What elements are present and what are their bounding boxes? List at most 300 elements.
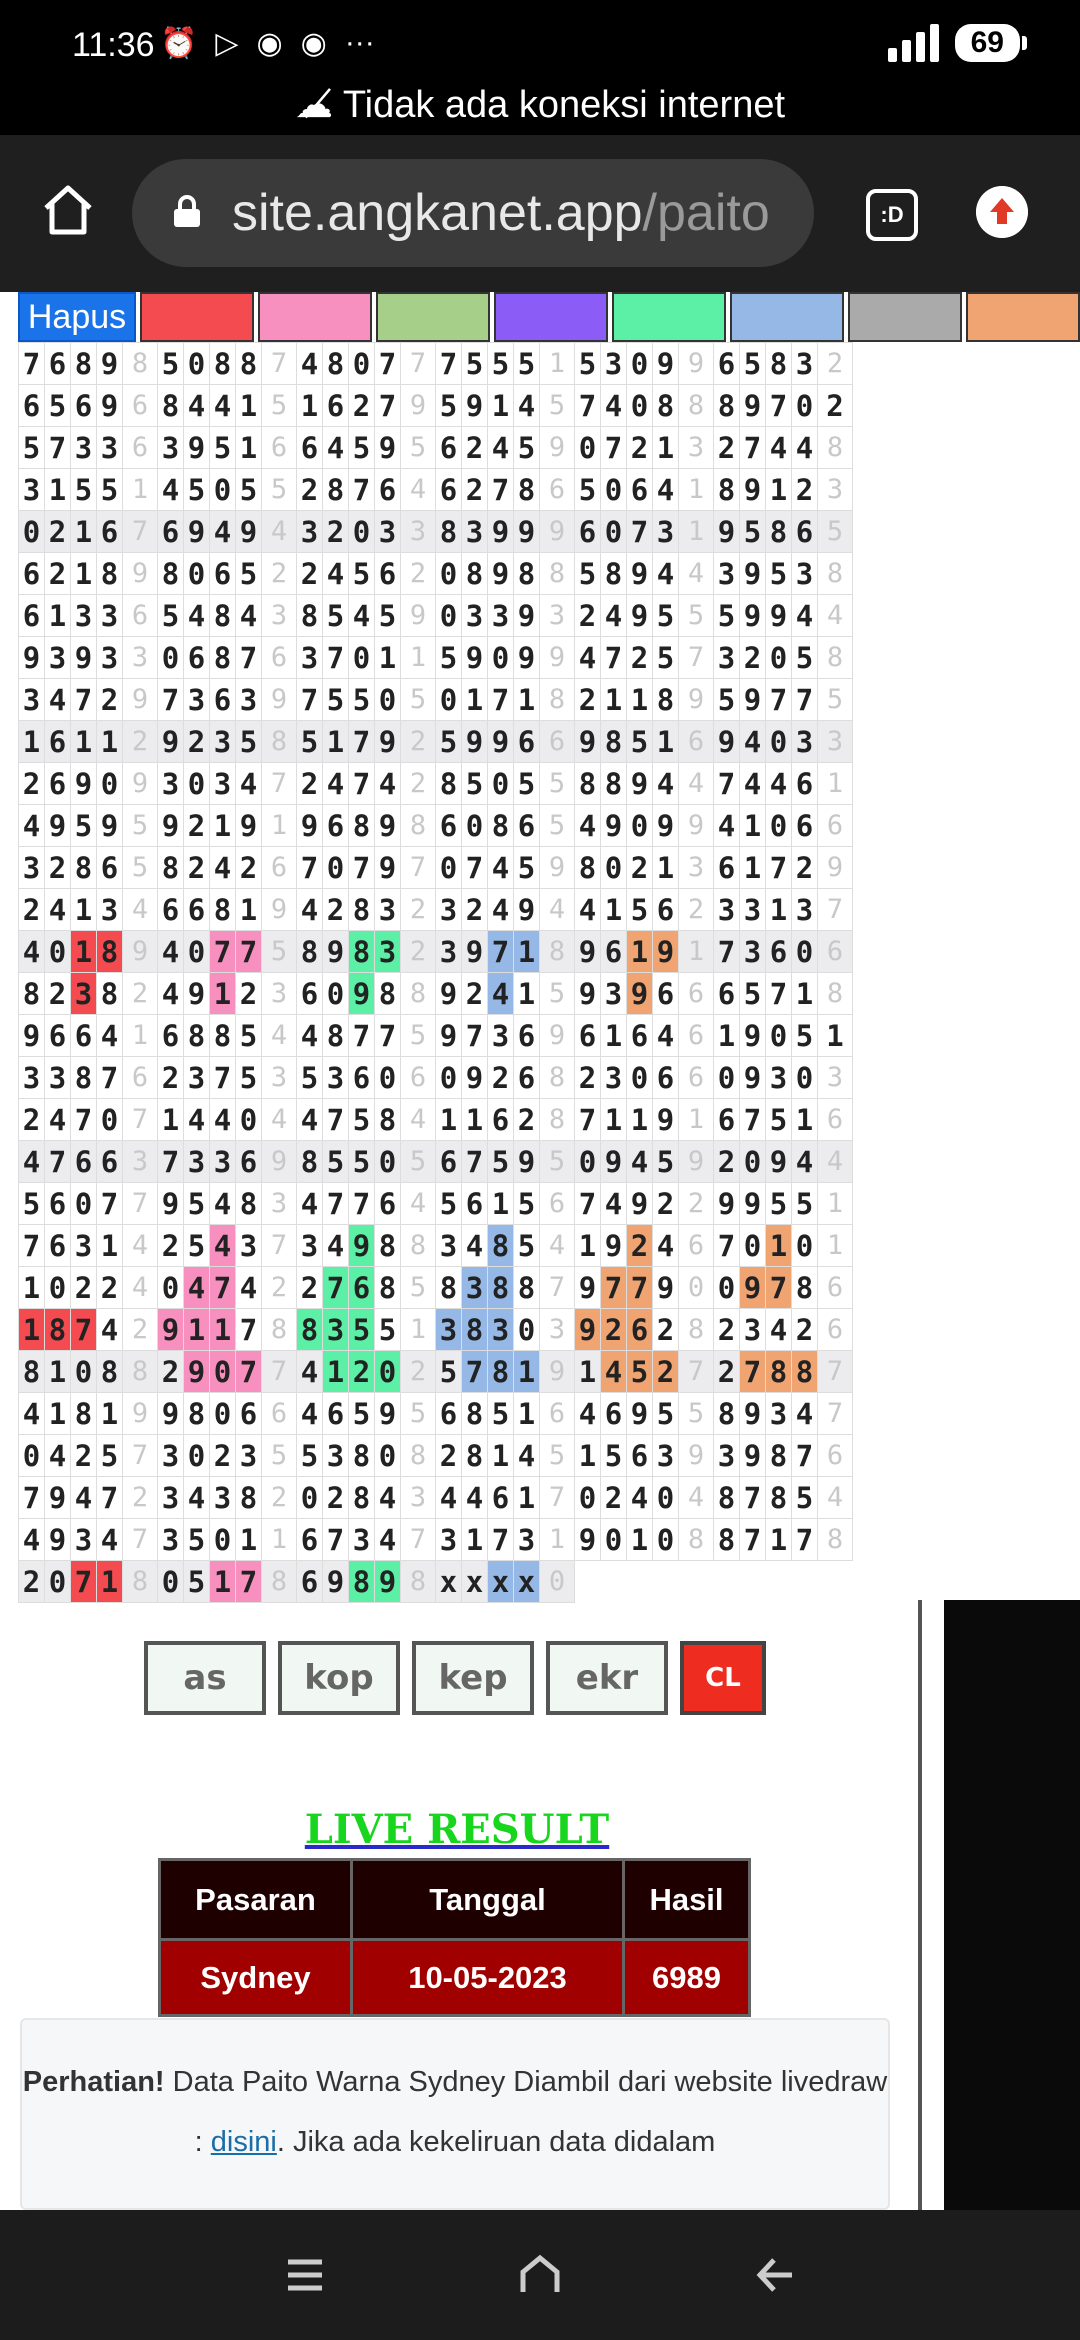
paito-digit[interactable]: 2 bbox=[627, 847, 653, 889]
paito-digit[interactable]: 6 bbox=[653, 1057, 679, 1099]
paito-digit[interactable]: 7 bbox=[792, 679, 818, 721]
paito-digit[interactable]: 2 bbox=[349, 385, 375, 427]
kep-button[interactable]: kep bbox=[412, 1641, 534, 1715]
paito-digit[interactable]: 7 bbox=[45, 427, 71, 469]
paito-digit[interactable]: 8 bbox=[349, 1435, 375, 1477]
paito-digit[interactable]: 5 bbox=[323, 1141, 349, 1183]
paito-digit[interactable]: 8 bbox=[714, 469, 740, 511]
paito-digit[interactable]: 5 bbox=[792, 1183, 818, 1225]
paito-digit[interactable]: 8 bbox=[766, 1351, 792, 1393]
paito-digit[interactable]: 7 bbox=[488, 469, 514, 511]
paito-digit[interactable]: 3 bbox=[297, 511, 323, 553]
paito-digit[interactable]: 1 bbox=[714, 1015, 740, 1057]
paito-digit[interactable]: 9 bbox=[71, 637, 97, 679]
paito-digit[interactable]: 8 bbox=[462, 1309, 488, 1351]
paito-digit[interactable]: 6 bbox=[462, 1183, 488, 1225]
paito-digit[interactable]: 8 bbox=[158, 385, 184, 427]
paito-digit[interactable]: 7 bbox=[323, 1267, 349, 1309]
paito-digit[interactable]: 0 bbox=[375, 1057, 401, 1099]
paito-digit[interactable]: 7 bbox=[297, 679, 323, 721]
paito-digit[interactable]: 5 bbox=[97, 469, 123, 511]
paito-digit[interactable]: 6 bbox=[575, 511, 601, 553]
paito-digit[interactable]: 4 bbox=[575, 805, 601, 847]
paito-digit[interactable]: 8 bbox=[184, 1015, 210, 1057]
paito-digit[interactable]: 4 bbox=[653, 763, 679, 805]
paito-digit[interactable]: 0 bbox=[575, 1141, 601, 1183]
paito-digit[interactable]: 4 bbox=[575, 1393, 601, 1435]
paito-digit[interactable]: 5 bbox=[184, 1561, 210, 1603]
paito-digit[interactable]: 0 bbox=[653, 1519, 679, 1561]
paito-digit[interactable]: 4 bbox=[158, 973, 184, 1015]
paito-digit[interactable]: 1 bbox=[627, 931, 653, 973]
paito-digit[interactable]: 7 bbox=[488, 1519, 514, 1561]
paito-digit[interactable]: 1 bbox=[71, 553, 97, 595]
paito-digit[interactable]: 6 bbox=[297, 1519, 323, 1561]
paito-digit[interactable]: 7 bbox=[19, 1477, 45, 1519]
paito-digit[interactable]: 3 bbox=[158, 763, 184, 805]
paito-digit[interactable]: 3 bbox=[653, 1435, 679, 1477]
paito-digit[interactable]: 5 bbox=[349, 1393, 375, 1435]
paito-digit[interactable]: 5 bbox=[436, 1351, 462, 1393]
paito-digit[interactable]: 1 bbox=[45, 469, 71, 511]
paito-digit[interactable]: 4 bbox=[297, 1099, 323, 1141]
paito-digit[interactable]: 5 bbox=[349, 553, 375, 595]
paito-digit[interactable]: 9 bbox=[766, 1141, 792, 1183]
paito-digit[interactable]: 0 bbox=[97, 1099, 123, 1141]
paito-digit[interactable]: 5 bbox=[158, 343, 184, 385]
paito-digit[interactable]: 1 bbox=[210, 1561, 236, 1603]
paito-digit[interactable]: 0 bbox=[184, 763, 210, 805]
paito-digit[interactable]: 8 bbox=[462, 553, 488, 595]
paito-digit[interactable]: 5 bbox=[97, 1435, 123, 1477]
paito-digit[interactable]: 0 bbox=[19, 1435, 45, 1477]
paito-digit[interactable]: 6 bbox=[375, 1183, 401, 1225]
paito-digit[interactable]: 4 bbox=[45, 889, 71, 931]
paito-digit[interactable]: 4 bbox=[184, 385, 210, 427]
paito-digit[interactable]: 3 bbox=[766, 1393, 792, 1435]
paito-digit[interactable]: 1 bbox=[514, 931, 540, 973]
paito-digit[interactable]: 0 bbox=[158, 637, 184, 679]
paito-digit[interactable]: 9 bbox=[45, 1477, 71, 1519]
paito-digit[interactable]: 9 bbox=[436, 973, 462, 1015]
paito-digit[interactable]: 0 bbox=[792, 385, 818, 427]
paito-digit[interactable]: 2 bbox=[158, 1351, 184, 1393]
paito-digit[interactable]: 2 bbox=[236, 973, 262, 1015]
paito-digit[interactable]: 4 bbox=[210, 1225, 236, 1267]
paito-digit[interactable]: 4 bbox=[601, 385, 627, 427]
paito-digit[interactable]: 6 bbox=[19, 385, 45, 427]
paito-digit[interactable]: 2 bbox=[627, 637, 653, 679]
paito-digit[interactable]: 4 bbox=[210, 385, 236, 427]
paito-digit[interactable]: 2 bbox=[45, 511, 71, 553]
paito-digit[interactable]: 9 bbox=[575, 1267, 601, 1309]
paito-digit[interactable]: 7 bbox=[71, 1561, 97, 1603]
paito-digit[interactable]: 2 bbox=[601, 1477, 627, 1519]
paito-digit[interactable]: 4 bbox=[601, 1351, 627, 1393]
paito-digit[interactable]: 0 bbox=[97, 763, 123, 805]
paito-digit[interactable]: 4 bbox=[236, 763, 262, 805]
paito-digit[interactable]: 6 bbox=[627, 469, 653, 511]
paito-digit[interactable]: 4 bbox=[575, 637, 601, 679]
paito-digit[interactable]: 4 bbox=[766, 427, 792, 469]
paito-digit[interactable]: 4 bbox=[349, 595, 375, 637]
paito-digit[interactable]: 8 bbox=[349, 1477, 375, 1519]
paito-digit[interactable]: 3 bbox=[601, 343, 627, 385]
recent-apps-icon[interactable] bbox=[280, 2250, 330, 2300]
paito-digit[interactable]: 9 bbox=[601, 805, 627, 847]
paito-digit[interactable]: 0 bbox=[792, 1057, 818, 1099]
paito-digit[interactable]: 4 bbox=[627, 1141, 653, 1183]
paito-digit[interactable]: 3 bbox=[488, 1015, 514, 1057]
paito-digit[interactable]: 7 bbox=[236, 1351, 262, 1393]
paito-digit[interactable]: 3 bbox=[158, 1519, 184, 1561]
paito-digit[interactable]: 4 bbox=[514, 385, 540, 427]
paito-digit[interactable]: 9 bbox=[740, 1393, 766, 1435]
paito-digit[interactable]: 0 bbox=[45, 1267, 71, 1309]
paito-digit[interactable]: 3 bbox=[375, 889, 401, 931]
paito-digit[interactable]: 9 bbox=[236, 511, 262, 553]
paito-digit[interactable]: 5 bbox=[375, 1309, 401, 1351]
paito-digit[interactable]: 9 bbox=[462, 931, 488, 973]
paito-digit[interactable]: 1 bbox=[740, 805, 766, 847]
paito-digit[interactable]: 5 bbox=[436, 721, 462, 763]
paito-digit[interactable]: 8 bbox=[158, 553, 184, 595]
paito-digit[interactable]: 7 bbox=[601, 1267, 627, 1309]
paito-digit[interactable]: 4 bbox=[19, 1519, 45, 1561]
paito-digit[interactable]: 4 bbox=[575, 889, 601, 931]
paito-digit[interactable]: 5 bbox=[488, 343, 514, 385]
paito-digit[interactable]: 5 bbox=[297, 1435, 323, 1477]
paito-digit[interactable]: 8 bbox=[375, 1099, 401, 1141]
paito-digit[interactable]: 4 bbox=[236, 1267, 262, 1309]
paito-digit[interactable]: 8 bbox=[210, 343, 236, 385]
paito-digit[interactable]: 6 bbox=[375, 469, 401, 511]
paito-digit[interactable]: 0 bbox=[740, 1141, 766, 1183]
paito-digit[interactable]: 7 bbox=[349, 1015, 375, 1057]
paito-digit[interactable]: 3 bbox=[792, 889, 818, 931]
paito-digit[interactable]: 9 bbox=[653, 1099, 679, 1141]
paito-digit[interactable]: 3 bbox=[236, 1225, 262, 1267]
paito-digit[interactable]: 8 bbox=[488, 1267, 514, 1309]
paito-digit[interactable]: x bbox=[436, 1561, 462, 1603]
paito-digit[interactable]: 5 bbox=[740, 511, 766, 553]
paito-digit[interactable]: 6 bbox=[627, 1015, 653, 1057]
paito-digit[interactable]: 9 bbox=[740, 1435, 766, 1477]
paito-digit[interactable]: 4 bbox=[714, 805, 740, 847]
paito-digit[interactable]: 3 bbox=[792, 343, 818, 385]
paito-digit[interactable]: 3 bbox=[323, 1057, 349, 1099]
paito-digit[interactable]: 3 bbox=[158, 1435, 184, 1477]
paito-digit[interactable]: 8 bbox=[436, 1267, 462, 1309]
paito-digit[interactable]: 8 bbox=[236, 1477, 262, 1519]
paito-digit[interactable]: 5 bbox=[375, 595, 401, 637]
paito-digit[interactable]: 1 bbox=[601, 1015, 627, 1057]
paito-digit[interactable]: 9 bbox=[514, 1141, 540, 1183]
paito-digit[interactable]: 3 bbox=[184, 1141, 210, 1183]
paito-digit[interactable]: 2 bbox=[462, 973, 488, 1015]
paito-digit[interactable]: 7 bbox=[575, 385, 601, 427]
paito-digit[interactable]: 0 bbox=[714, 1267, 740, 1309]
paito-digit[interactable]: 8 bbox=[375, 1225, 401, 1267]
paito-digit[interactable]: 4 bbox=[601, 595, 627, 637]
paito-digit[interactable]: 5 bbox=[792, 1477, 818, 1519]
paito-digit[interactable]: 7 bbox=[740, 427, 766, 469]
paito-digit[interactable]: 8 bbox=[653, 679, 679, 721]
paito-digit[interactable]: 8 bbox=[766, 343, 792, 385]
paito-digit[interactable]: 2 bbox=[575, 1057, 601, 1099]
paito-digit[interactable]: 1 bbox=[514, 679, 540, 721]
paito-digit[interactable]: 9 bbox=[97, 385, 123, 427]
paito-digit[interactable]: 9 bbox=[514, 637, 540, 679]
paito-digit[interactable]: 4 bbox=[766, 1309, 792, 1351]
paito-digit[interactable]: 8 bbox=[97, 1351, 123, 1393]
paito-digit[interactable]: 6 bbox=[45, 1015, 71, 1057]
paito-digit[interactable]: 3 bbox=[210, 721, 236, 763]
paito-digit[interactable]: 1 bbox=[766, 1225, 792, 1267]
paito-digit[interactable]: 6 bbox=[436, 1393, 462, 1435]
paito-digit[interactable]: 9 bbox=[575, 931, 601, 973]
paito-digit[interactable]: 1 bbox=[45, 1393, 71, 1435]
paito-digit[interactable]: 9 bbox=[575, 973, 601, 1015]
paito-digit[interactable]: 8 bbox=[97, 553, 123, 595]
paito-digit[interactable]: 3 bbox=[740, 889, 766, 931]
paito-digit[interactable]: 7 bbox=[766, 679, 792, 721]
color-swatch[interactable] bbox=[848, 292, 962, 342]
paito-digit[interactable]: 2 bbox=[462, 469, 488, 511]
paito-digit[interactable]: 9 bbox=[740, 1015, 766, 1057]
paito-digit[interactable]: 1 bbox=[375, 637, 401, 679]
paito-digit[interactable]: 6 bbox=[236, 1141, 262, 1183]
paito-digit[interactable]: 3 bbox=[488, 1309, 514, 1351]
paito-digit[interactable]: 3 bbox=[19, 679, 45, 721]
paito-digit[interactable]: 4 bbox=[653, 1015, 679, 1057]
paito-digit[interactable]: 6 bbox=[210, 679, 236, 721]
paito-digit[interactable]: 2 bbox=[714, 427, 740, 469]
paito-digit[interactable]: 9 bbox=[375, 847, 401, 889]
paito-digit[interactable]: 9 bbox=[601, 1141, 627, 1183]
paito-digit[interactable]: 3 bbox=[297, 1225, 323, 1267]
paito-digit[interactable]: 7 bbox=[714, 931, 740, 973]
paito-digit[interactable]: 0 bbox=[184, 1435, 210, 1477]
paito-digit[interactable]: 9 bbox=[653, 1267, 679, 1309]
paito-digit[interactable]: 4 bbox=[436, 1477, 462, 1519]
paito-digit[interactable]: 7 bbox=[19, 1225, 45, 1267]
paito-digit[interactable]: 4 bbox=[792, 427, 818, 469]
paito-digit[interactable]: 0 bbox=[792, 1225, 818, 1267]
paito-digit[interactable]: 6 bbox=[45, 343, 71, 385]
paito-digit[interactable]: 1 bbox=[462, 679, 488, 721]
paito-digit[interactable]: 9 bbox=[349, 1225, 375, 1267]
paito-digit[interactable]: 2 bbox=[97, 1267, 123, 1309]
paito-digit[interactable]: 8 bbox=[210, 637, 236, 679]
paito-digit[interactable]: 0 bbox=[766, 721, 792, 763]
paito-digit[interactable]: 6 bbox=[236, 1393, 262, 1435]
paito-digit[interactable]: 0 bbox=[462, 805, 488, 847]
paito-digit[interactable]: 9 bbox=[236, 805, 262, 847]
paito-digit[interactable]: 6 bbox=[601, 931, 627, 973]
paito-digit[interactable]: 2 bbox=[792, 847, 818, 889]
paito-digit[interactable]: 0 bbox=[575, 427, 601, 469]
paito-digit[interactable]: 3 bbox=[740, 1309, 766, 1351]
paito-digit[interactable]: 3 bbox=[792, 553, 818, 595]
paito-digit[interactable]: 2 bbox=[19, 1561, 45, 1603]
paito-digit[interactable]: 6 bbox=[45, 763, 71, 805]
paito-digit[interactable]: 9 bbox=[575, 1519, 601, 1561]
paito-digit[interactable]: 1 bbox=[514, 1477, 540, 1519]
paito-digit[interactable]: 7 bbox=[210, 1267, 236, 1309]
paito-digit[interactable]: 1 bbox=[323, 721, 349, 763]
paito-digit[interactable]: 0 bbox=[184, 343, 210, 385]
paito-digit[interactable]: 1 bbox=[210, 805, 236, 847]
paito-digit[interactable]: 2 bbox=[349, 1351, 375, 1393]
paito-digit[interactable]: 8 bbox=[19, 973, 45, 1015]
paito-digit[interactable]: 3 bbox=[97, 637, 123, 679]
paito-digit[interactable]: 6 bbox=[158, 889, 184, 931]
paito-digit[interactable]: 3 bbox=[71, 595, 97, 637]
paito-digit[interactable]: 1 bbox=[19, 1267, 45, 1309]
paito-digit[interactable]: 8 bbox=[349, 805, 375, 847]
paito-digit[interactable]: 9 bbox=[323, 1561, 349, 1603]
paito-digit[interactable]: 8 bbox=[349, 1561, 375, 1603]
paito-digit[interactable]: 6 bbox=[97, 847, 123, 889]
paito-digit[interactable]: 7 bbox=[601, 637, 627, 679]
paito-digit[interactable]: 4 bbox=[627, 1477, 653, 1519]
paito-digit[interactable]: 3 bbox=[158, 427, 184, 469]
paito-digit[interactable]: 9 bbox=[462, 721, 488, 763]
paito-digit[interactable]: 7 bbox=[19, 343, 45, 385]
paito-digit[interactable]: 6 bbox=[375, 553, 401, 595]
paito-digit[interactable]: 6 bbox=[514, 1057, 540, 1099]
paito-digit[interactable]: 6 bbox=[792, 763, 818, 805]
paito-digit[interactable]: 5 bbox=[210, 427, 236, 469]
paito-digit[interactable]: 8 bbox=[236, 343, 262, 385]
paito-digit[interactable]: 3 bbox=[97, 889, 123, 931]
paito-digit[interactable]: 8 bbox=[601, 721, 627, 763]
paito-digit[interactable]: 8 bbox=[436, 763, 462, 805]
paito-digit[interactable]: 1 bbox=[236, 1519, 262, 1561]
paito-digit[interactable]: 9 bbox=[462, 385, 488, 427]
paito-digit[interactable]: 5 bbox=[766, 553, 792, 595]
paito-digit[interactable]: 9 bbox=[740, 679, 766, 721]
paito-digit[interactable]: 1 bbox=[488, 385, 514, 427]
paito-digit[interactable]: 2 bbox=[297, 553, 323, 595]
paito-digit[interactable]: 9 bbox=[575, 1309, 601, 1351]
paito-digit[interactable]: 7 bbox=[462, 1141, 488, 1183]
paito-digit[interactable]: 2 bbox=[297, 469, 323, 511]
paito-digit[interactable]: 9 bbox=[158, 805, 184, 847]
paito-digit[interactable]: 7 bbox=[766, 847, 792, 889]
paito-digit[interactable]: 2 bbox=[653, 1351, 679, 1393]
paito-digit[interactable]: 0 bbox=[653, 1477, 679, 1519]
paito-digit[interactable]: 8 bbox=[323, 343, 349, 385]
paito-digit[interactable]: 0 bbox=[236, 1099, 262, 1141]
paito-digit[interactable]: 4 bbox=[297, 1393, 323, 1435]
paito-digit[interactable]: 8 bbox=[184, 1393, 210, 1435]
paito-digit[interactable]: 8 bbox=[436, 511, 462, 553]
paito-digit[interactable]: 2 bbox=[627, 427, 653, 469]
paito-digit[interactable]: 8 bbox=[323, 1015, 349, 1057]
paito-digit[interactable]: 0 bbox=[601, 847, 627, 889]
paito-digit[interactable]: 8 bbox=[766, 1435, 792, 1477]
paito-digit[interactable]: 6 bbox=[714, 973, 740, 1015]
home-nav-icon[interactable] bbox=[515, 2250, 565, 2300]
paito-digit[interactable]: 5 bbox=[653, 637, 679, 679]
paito-digit[interactable]: 0 bbox=[210, 1393, 236, 1435]
paito-digit[interactable]: 8 bbox=[601, 553, 627, 595]
paito-digit[interactable]: 9 bbox=[158, 1183, 184, 1225]
paito-digit[interactable]: 9 bbox=[375, 805, 401, 847]
paito-digit[interactable]: 4 bbox=[45, 1435, 71, 1477]
update-icon[interactable] bbox=[976, 186, 1028, 238]
paito-digit[interactable]: 7 bbox=[158, 679, 184, 721]
paito-digit[interactable]: 6 bbox=[627, 1435, 653, 1477]
paito-digit[interactable]: 9 bbox=[488, 511, 514, 553]
paito-digit[interactable]: 4 bbox=[653, 469, 679, 511]
paito-digit[interactable]: 9 bbox=[97, 343, 123, 385]
paito-digit[interactable]: 2 bbox=[323, 1477, 349, 1519]
paito-digit[interactable]: 1 bbox=[575, 1225, 601, 1267]
paito-digit[interactable]: 2 bbox=[71, 1267, 97, 1309]
color-swatch[interactable] bbox=[376, 292, 490, 342]
paito-digit[interactable]: 3 bbox=[514, 1519, 540, 1561]
ekr-button[interactable]: ekr bbox=[546, 1641, 668, 1715]
paito-digit[interactable]: 9 bbox=[714, 721, 740, 763]
paito-digit[interactable]: 7 bbox=[158, 1141, 184, 1183]
paito-digit[interactable]: 5 bbox=[627, 889, 653, 931]
paito-digit[interactable]: 6 bbox=[488, 1099, 514, 1141]
paito-digit[interactable]: 2 bbox=[575, 679, 601, 721]
paito-digit[interactable]: 4 bbox=[323, 763, 349, 805]
paito-digit[interactable]: 6 bbox=[514, 721, 540, 763]
paito-digit[interactable]: 1 bbox=[323, 1351, 349, 1393]
paito-digit[interactable]: 8 bbox=[323, 469, 349, 511]
paito-digit[interactable]: 4 bbox=[184, 1477, 210, 1519]
paito-digit[interactable]: 1 bbox=[653, 847, 679, 889]
paito-digit[interactable]: 6 bbox=[653, 889, 679, 931]
back-icon[interactable] bbox=[750, 2250, 800, 2300]
paito-digit[interactable]: 3 bbox=[462, 511, 488, 553]
paito-digit[interactable]: 0 bbox=[766, 805, 792, 847]
paito-digit[interactable]: 5 bbox=[184, 1519, 210, 1561]
paito-digit[interactable]: 4 bbox=[297, 1015, 323, 1057]
paito-digit[interactable]: 6 bbox=[323, 385, 349, 427]
paito-digit[interactable]: 2 bbox=[45, 553, 71, 595]
paito-digit[interactable]: 4 bbox=[462, 1225, 488, 1267]
paito-digit[interactable]: 1 bbox=[97, 1393, 123, 1435]
paito-digit[interactable]: 8 bbox=[297, 931, 323, 973]
paito-digit[interactable]: 9 bbox=[71, 763, 97, 805]
paito-digit[interactable]: 3 bbox=[714, 553, 740, 595]
paito-digit[interactable]: 6 bbox=[45, 1225, 71, 1267]
paito-digit[interactable]: 5 bbox=[653, 595, 679, 637]
paito-digit[interactable]: 3 bbox=[714, 1435, 740, 1477]
paito-digit[interactable]: 5 bbox=[653, 1393, 679, 1435]
paito-digit[interactable]: 5 bbox=[766, 1099, 792, 1141]
paito-digit[interactable]: 5 bbox=[45, 385, 71, 427]
paito-digit[interactable]: 8 bbox=[601, 763, 627, 805]
paito-digit[interactable]: 5 bbox=[349, 679, 375, 721]
paito-digit[interactable]: 3 bbox=[236, 1435, 262, 1477]
paito-digit[interactable]: 8 bbox=[71, 343, 97, 385]
paito-digit[interactable]: 7 bbox=[436, 343, 462, 385]
paito-digit[interactable]: 4 bbox=[488, 973, 514, 1015]
paito-digit[interactable]: 1 bbox=[627, 679, 653, 721]
paito-digit[interactable]: 0 bbox=[436, 679, 462, 721]
paito-digit[interactable]: 8 bbox=[514, 553, 540, 595]
paito-digit[interactable]: 6 bbox=[575, 1015, 601, 1057]
paito-digit[interactable]: 1 bbox=[19, 1309, 45, 1351]
paito-digit[interactable]: 2 bbox=[627, 1225, 653, 1267]
